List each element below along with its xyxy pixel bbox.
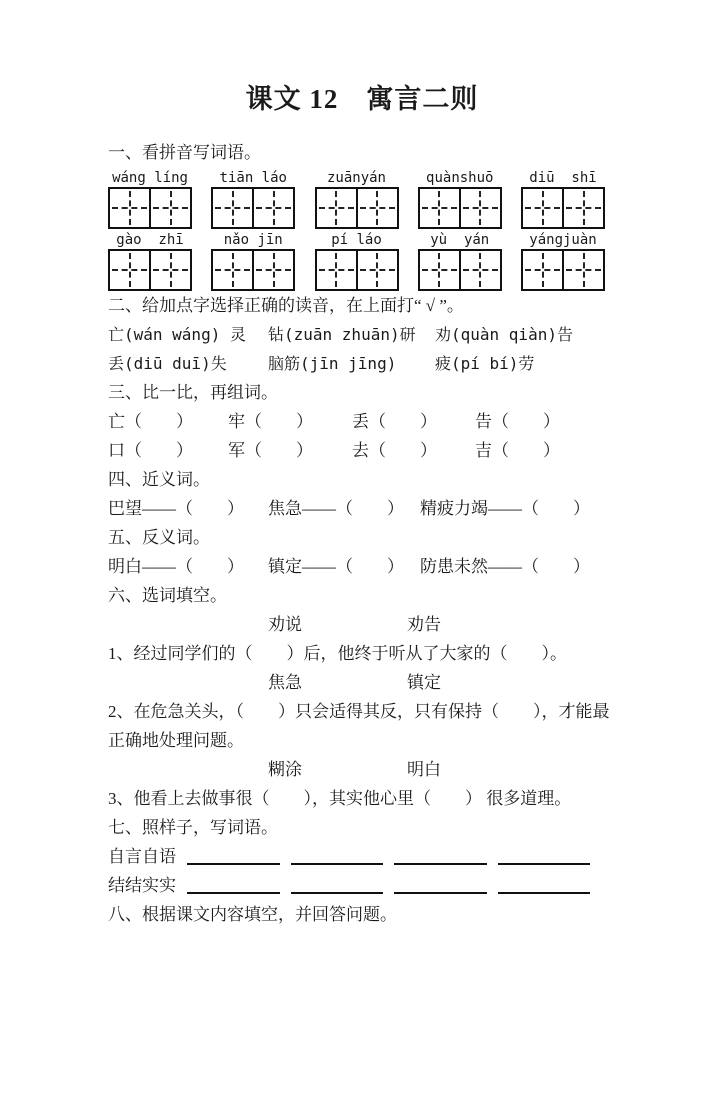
writing-grid: [108, 187, 192, 229]
pronunciation-choice-item: 亡(wán wáng) 灵: [108, 325, 246, 344]
section-1-heading: 一、看拼音写词语。: [108, 143, 261, 162]
writing-grid-cell: [211, 187, 254, 229]
example-word-row-1: [108, 842, 590, 871]
pinyin-label: nǎo jīn: [223, 232, 283, 248]
writing-grid: [315, 249, 399, 291]
example-word: 自言自语: [108, 847, 176, 866]
section-6-heading: 六、选词填空。: [108, 586, 227, 605]
pinyin-word-group: [315, 169, 399, 229]
synonym-item: 精疲力竭——（ ）: [420, 499, 590, 518]
writing-grid: [211, 187, 295, 229]
section-7-heading: 七、照样子，写词语。: [108, 818, 278, 837]
word-form-item: 军（ ）: [228, 441, 313, 460]
answer-blank: [498, 842, 591, 865]
answer-blank: [291, 871, 384, 894]
word-option: 焦急: [268, 673, 302, 692]
options-spacer: [302, 755, 407, 784]
pronunciation-choice-item: 脑筋(jīn jīng): [268, 354, 397, 373]
writing-grid-cell: [315, 187, 358, 229]
word-form-item: 去（ ）: [352, 441, 437, 460]
pinyin-word-group: [211, 231, 295, 291]
writing-grid-cell: [252, 249, 295, 291]
word-options-row-3: [108, 755, 618, 784]
writing-grid: [211, 249, 295, 291]
word-form-item: 牢（ ）: [228, 412, 313, 431]
word-options-row-1: [108, 610, 618, 639]
word-form-item: 告（ ）: [475, 412, 560, 431]
writing-grid-cell: [521, 249, 564, 291]
writing-grid: [418, 249, 502, 291]
fill-blank-sentence-3: 3、他看上去做事很（ ），其实他心里（ ） 很多道理。: [108, 789, 572, 808]
writing-grid-cell: [459, 249, 502, 291]
fill-blank-sentence-2-cont: 正确地处理问题。: [108, 731, 244, 750]
pinyin-label: yángjuàn: [529, 232, 597, 248]
pronunciation-choice-item: 劝(quàn qiàn)告: [435, 325, 573, 344]
pinyin-label: zuānyán: [326, 170, 386, 186]
pronunciation-choice-line-1: [108, 320, 618, 349]
writing-grid-cell: [149, 187, 192, 229]
example-word: 结结实实: [108, 876, 176, 895]
writing-grid: [418, 187, 502, 229]
word-form-item: 丢（ ）: [352, 412, 437, 431]
fill-blank-sentence-2: 2、在危急关头，（ ）只会适得其反，只有保持（ ），才能最: [108, 702, 610, 721]
answer-blank: [187, 842, 280, 865]
section-2-heading: 二、给加点字选择正确的读音，在上面打“ √ ”。: [108, 296, 464, 315]
writing-grid-cell: [356, 187, 399, 229]
pinyin-word-group: [108, 169, 192, 229]
pinyin-label: quànshuō: [426, 170, 494, 186]
writing-grid-cell: [149, 249, 192, 291]
pinyin-grid-row-2: [108, 231, 605, 291]
pinyin-label: diū shī: [529, 170, 597, 186]
answer-blank: [291, 842, 384, 865]
section-8-heading: 八、根据课文内容填空，并回答问题。: [108, 905, 397, 924]
fill-blank-sentence-1: 1、经过同学们的（ ）后，他终于听从了大家的（ ）。: [108, 644, 567, 663]
page-title: 课文 12 寓言二则: [245, 84, 479, 114]
antonym-item: 镇定——（ ）: [268, 557, 404, 576]
pronunciation-choice-item: 钻(zuān zhuān)研: [268, 325, 416, 344]
pronunciation-choice-item: 丢(diū duī)失: [108, 354, 227, 373]
pronunciation-choice-line-2: [108, 349, 618, 378]
pinyin-word-group: [521, 231, 605, 291]
pronunciation-choice-item: 疲(pí bí)劳: [435, 354, 535, 373]
writing-grid-cell: [418, 249, 461, 291]
answer-blank: [394, 842, 487, 865]
example-word-row-2: [108, 871, 590, 900]
answer-blank: [187, 871, 280, 894]
section-4-heading: 四、近义词。: [108, 470, 210, 489]
word-form-row-2: [108, 436, 618, 465]
word-form-item: 吉（ ）: [475, 441, 560, 460]
writing-grid-cell: [211, 249, 254, 291]
options-spacer: [302, 610, 407, 639]
word-option: 糊涂: [268, 760, 302, 779]
pinyin-word-group: [108, 231, 192, 291]
word-form-item: 口（ ）: [108, 441, 193, 460]
word-options-row-2: [108, 668, 618, 697]
options-spacer: [302, 668, 407, 697]
pinyin-label: gào zhī: [116, 232, 184, 248]
writing-grid-cell: [315, 249, 358, 291]
writing-grid: [108, 249, 192, 291]
word-option: 劝说: [268, 615, 302, 634]
pinyin-label: pí láo: [331, 232, 382, 248]
synonym-row: [108, 494, 618, 523]
answer-blank: [498, 871, 591, 894]
writing-grid: [521, 249, 605, 291]
pinyin-word-group: [418, 169, 502, 229]
writing-grid: [521, 187, 605, 229]
writing-grid-cell: [252, 187, 295, 229]
writing-grid-cell: [562, 187, 605, 229]
worksheet-page: [0, 82, 724, 929]
answer-blank: [394, 871, 487, 894]
writing-grid-cell: [459, 187, 502, 229]
word-option: 劝告: [407, 615, 441, 634]
writing-grid-cell: [418, 187, 461, 229]
pinyin-label: tiān láo: [219, 170, 287, 186]
synonym-item: 焦急——（ ）: [268, 499, 404, 518]
worksheet-content: [108, 138, 618, 929]
pinyin-word-group: [315, 231, 399, 291]
writing-grid-cell: [108, 249, 151, 291]
pinyin-label: yù yán: [430, 232, 490, 248]
word-form-row-1: [108, 407, 618, 436]
writing-grid-cell: [521, 187, 564, 229]
section-3-heading: 三、比一比，再组词。: [108, 383, 278, 402]
section-5-heading: 五、反义词。: [108, 528, 210, 547]
pinyin-grid-row-1: [108, 169, 605, 229]
pinyin-word-group: [418, 231, 502, 291]
pinyin-label: wáng líng: [112, 170, 188, 186]
pinyin-word-group: [211, 169, 295, 229]
writing-grid-cell: [108, 187, 151, 229]
writing-grid-cell: [356, 249, 399, 291]
synonym-item: 巴望——（ ）: [108, 499, 244, 518]
word-form-item: 亡（ ）: [108, 412, 193, 431]
writing-grid: [315, 187, 399, 229]
pinyin-word-group: [521, 169, 605, 229]
word-option: 明白: [407, 760, 441, 779]
antonym-row: [108, 552, 618, 581]
antonym-item: 防患未然——（ ）: [420, 557, 590, 576]
word-option: 镇定: [407, 673, 441, 692]
writing-grid-cell: [562, 249, 605, 291]
antonym-item: 明白——（ ）: [108, 557, 244, 576]
